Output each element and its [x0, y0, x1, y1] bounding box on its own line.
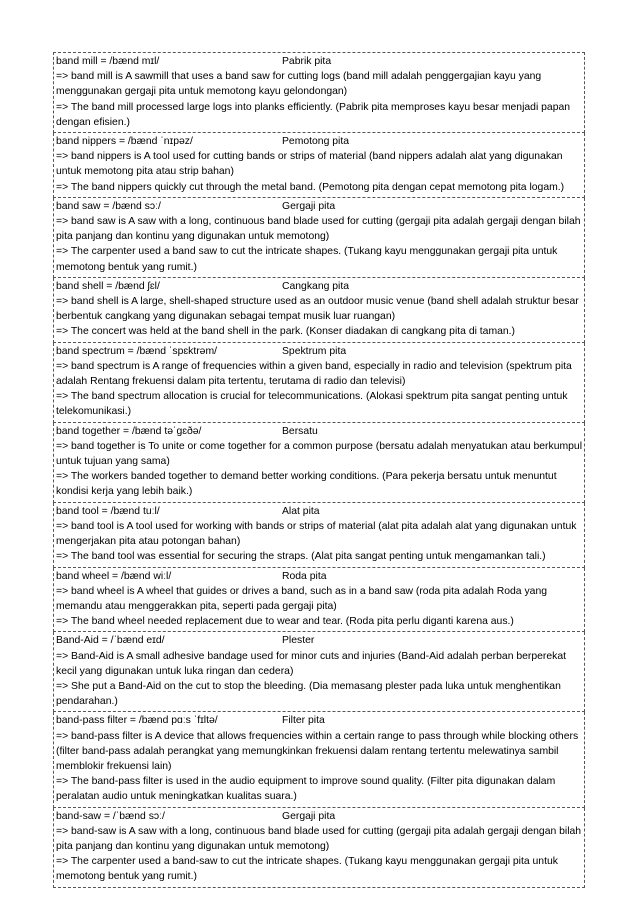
definition: => band together is To unite or come together for a common purpose (bersatu adalah menyatukan atau berkumpul untuk tujuan yang sama)	[56, 440, 583, 468]
definition: => band wheel is A wheel that guides or drives a band, such as in a band saw (roda pita adalah Roda yang memandu atau menggerakkan pita, seperti pada gergaji pita)	[56, 585, 547, 612]
term: band wheel = /bænd wiːl/	[56, 570, 172, 582]
term: band-saw = /ˈbænd sɔː/	[56, 810, 165, 822]
entry-header	[56, 344, 582, 359]
entry-band-spectrum	[53, 343, 585, 423]
entry-band-nippers	[53, 133, 585, 198]
example: => The band spectrum allocation is crucial for telecommunications. (Alokasi spektrum pita sangat penting untuk telekomunikasi.)	[56, 391, 568, 418]
definition: => band tool is A tool used for working with bands or strips of material (alat pita adalah alat yang digunakan untuk mengerjakan pita atau potongan bahan)	[56, 520, 577, 548]
entry-header	[56, 424, 582, 439]
translation: Filter pita	[282, 715, 325, 727]
entry-band-aid	[53, 632, 585, 712]
example: => The carpenter used a band saw to cut the intricate shapes. (Tukang kayu menggunakan gergaji pita untuk memotong bentuk yang rumit.)	[56, 246, 558, 273]
example: => The carpenter used a band-saw to cut the intricate shapes. (Tukang kayu menggunakan gergaji pita untuk memotong bentuk yang rumit.)	[56, 856, 558, 883]
translation: Bersatu	[282, 425, 318, 437]
term: band-pass filter = /bænd pɑːs ˈfɪltə/	[56, 715, 218, 727]
definition: => band mill is A sawmill that uses a band saw for cutting logs (band mill adalah penggergajian kayu yang menggunakan gergaji pita untuk memotong kayu gelondongan)	[56, 71, 542, 98]
example: => She put a Band-Aid on the cut to stop the bleeding. (Dia memasang plester pada luka untuk menghentikan pendarahan.)	[56, 680, 561, 708]
entry-header	[56, 279, 582, 294]
translation: Spektrum pita	[282, 345, 347, 357]
entry-header	[56, 633, 582, 648]
entry-header	[56, 569, 582, 584]
term: band together = /bænd təˈɡɛðə/	[56, 425, 202, 437]
entry-band-pass-filter	[53, 712, 585, 807]
definition: => band-saw is A saw with a long, continuous band blade used for cutting (gergaji pita adalah gergaji dengan bilah pita panjang dan kontinu yang digunakan untuk memotong)	[56, 825, 582, 852]
example: => The band tool was essential for securing the straps. (Alat pita sangat penting untuk mengamankan tali.)	[56, 551, 546, 563]
definition: => band-pass filter is A device that allows frequencies within a certain range to pass through while blocking others (filter band-pass adalah perangkat yang memungkinkan frekuensi dalam rentang tertentu melewatinya sambil memblokir frekuensi lain)	[56, 730, 579, 772]
translation: Cangkang pita	[282, 280, 350, 292]
entry-header	[56, 54, 582, 69]
entry-header	[56, 504, 582, 519]
example: => The band mill processed large logs into planks efficiently. (Pabrik pita memproses kayu besar menjadi papan dengan efisien.)	[56, 101, 571, 128]
translation: Gergaji pita	[282, 200, 336, 212]
translation: Roda pita	[282, 570, 327, 582]
definition: => band saw is A saw with a long, continuous band blade used for cutting (gergaji pita adalah gergaji dengan bilah pita panjang dan kontinu yang digunakan untuk memotong)	[56, 216, 581, 243]
entry-band-saw-hyphen	[53, 808, 585, 888]
entry-header	[56, 134, 582, 149]
term: band shell = /bænd ʃɛl/	[56, 280, 160, 292]
entry-band-wheel	[53, 568, 585, 633]
example: => The band nippers quickly cut through the metal band. (Pemotong pita dengan cepat memotong pita logam.)	[56, 181, 565, 193]
entry-band-tool	[53, 503, 585, 568]
example: => The concert was held at the band shell in the park. (Konser diadakan di cangkang pita di taman.)	[56, 326, 516, 338]
term: band nippers = /bænd ˈnɪpəz/	[56, 136, 193, 148]
entry-header	[56, 809, 582, 824]
entry-header	[56, 713, 582, 728]
term: band mill = /bænd mɪl/	[56, 56, 160, 67]
entry-band-saw	[53, 198, 585, 278]
entry-header	[56, 199, 582, 214]
term: band saw = /bænd sɔː/	[56, 200, 161, 212]
translation: Pabrik pita	[282, 56, 332, 67]
entry-band-mill	[53, 52, 585, 133]
example: => The workers banded together to demand better working conditions. (Para pekerja bersatu untuk menuntut kondisi kerja yang lebih baik.)	[56, 471, 557, 498]
definition: => Band-Aid is A small adhesive bandage used for minor cuts and injuries (Band-Aid adalah perban berperekat kecil yang digunakan untuk luka ringan dan cedera)	[56, 650, 567, 677]
translation: Plester	[282, 635, 315, 647]
definition: => band shell is A large, shell-shaped structure used as an outdoor music venue (band shell adalah struktur besar berbentuk cangkang yang digunakan sebagai tempat musik luar ruangan)	[56, 296, 579, 323]
term: band spectrum = /bænd ˈspɛktrəm/	[56, 345, 217, 357]
definition: => band nippers is A tool used for cutting bands or strips of material (band nippers adalah alat yang digunakan untuk memotong pita atau strip bahan)	[56, 151, 563, 178]
term: band tool = /bænd tuːl/	[56, 505, 160, 517]
example: => The band-pass filter is used in the audio equipment to improve sound quality. (Filter pita digunakan dalam peralatan audio untuk meningkatkan kualitas suara.)	[56, 776, 556, 803]
glossary-page	[53, 52, 585, 888]
entry-band-shell	[53, 278, 585, 343]
translation: Alat pita	[282, 505, 320, 517]
definition: => band spectrum is A range of frequencies within a given band, especially in radio and television (spektrum pita adalah Rentang frekuensi dalam pita tertentu, terutama di radio dan televisi)	[56, 360, 572, 388]
translation: Gergaji pita	[282, 810, 336, 822]
example: => The band wheel needed replacement due to wear and tear. (Roda pita perlu diganti karena aus.)	[56, 616, 514, 628]
translation: Pemotong pita	[282, 136, 350, 148]
term: Band-Aid = /ˈbænd eɪd/	[56, 635, 165, 647]
entry-band-together	[53, 423, 585, 503]
